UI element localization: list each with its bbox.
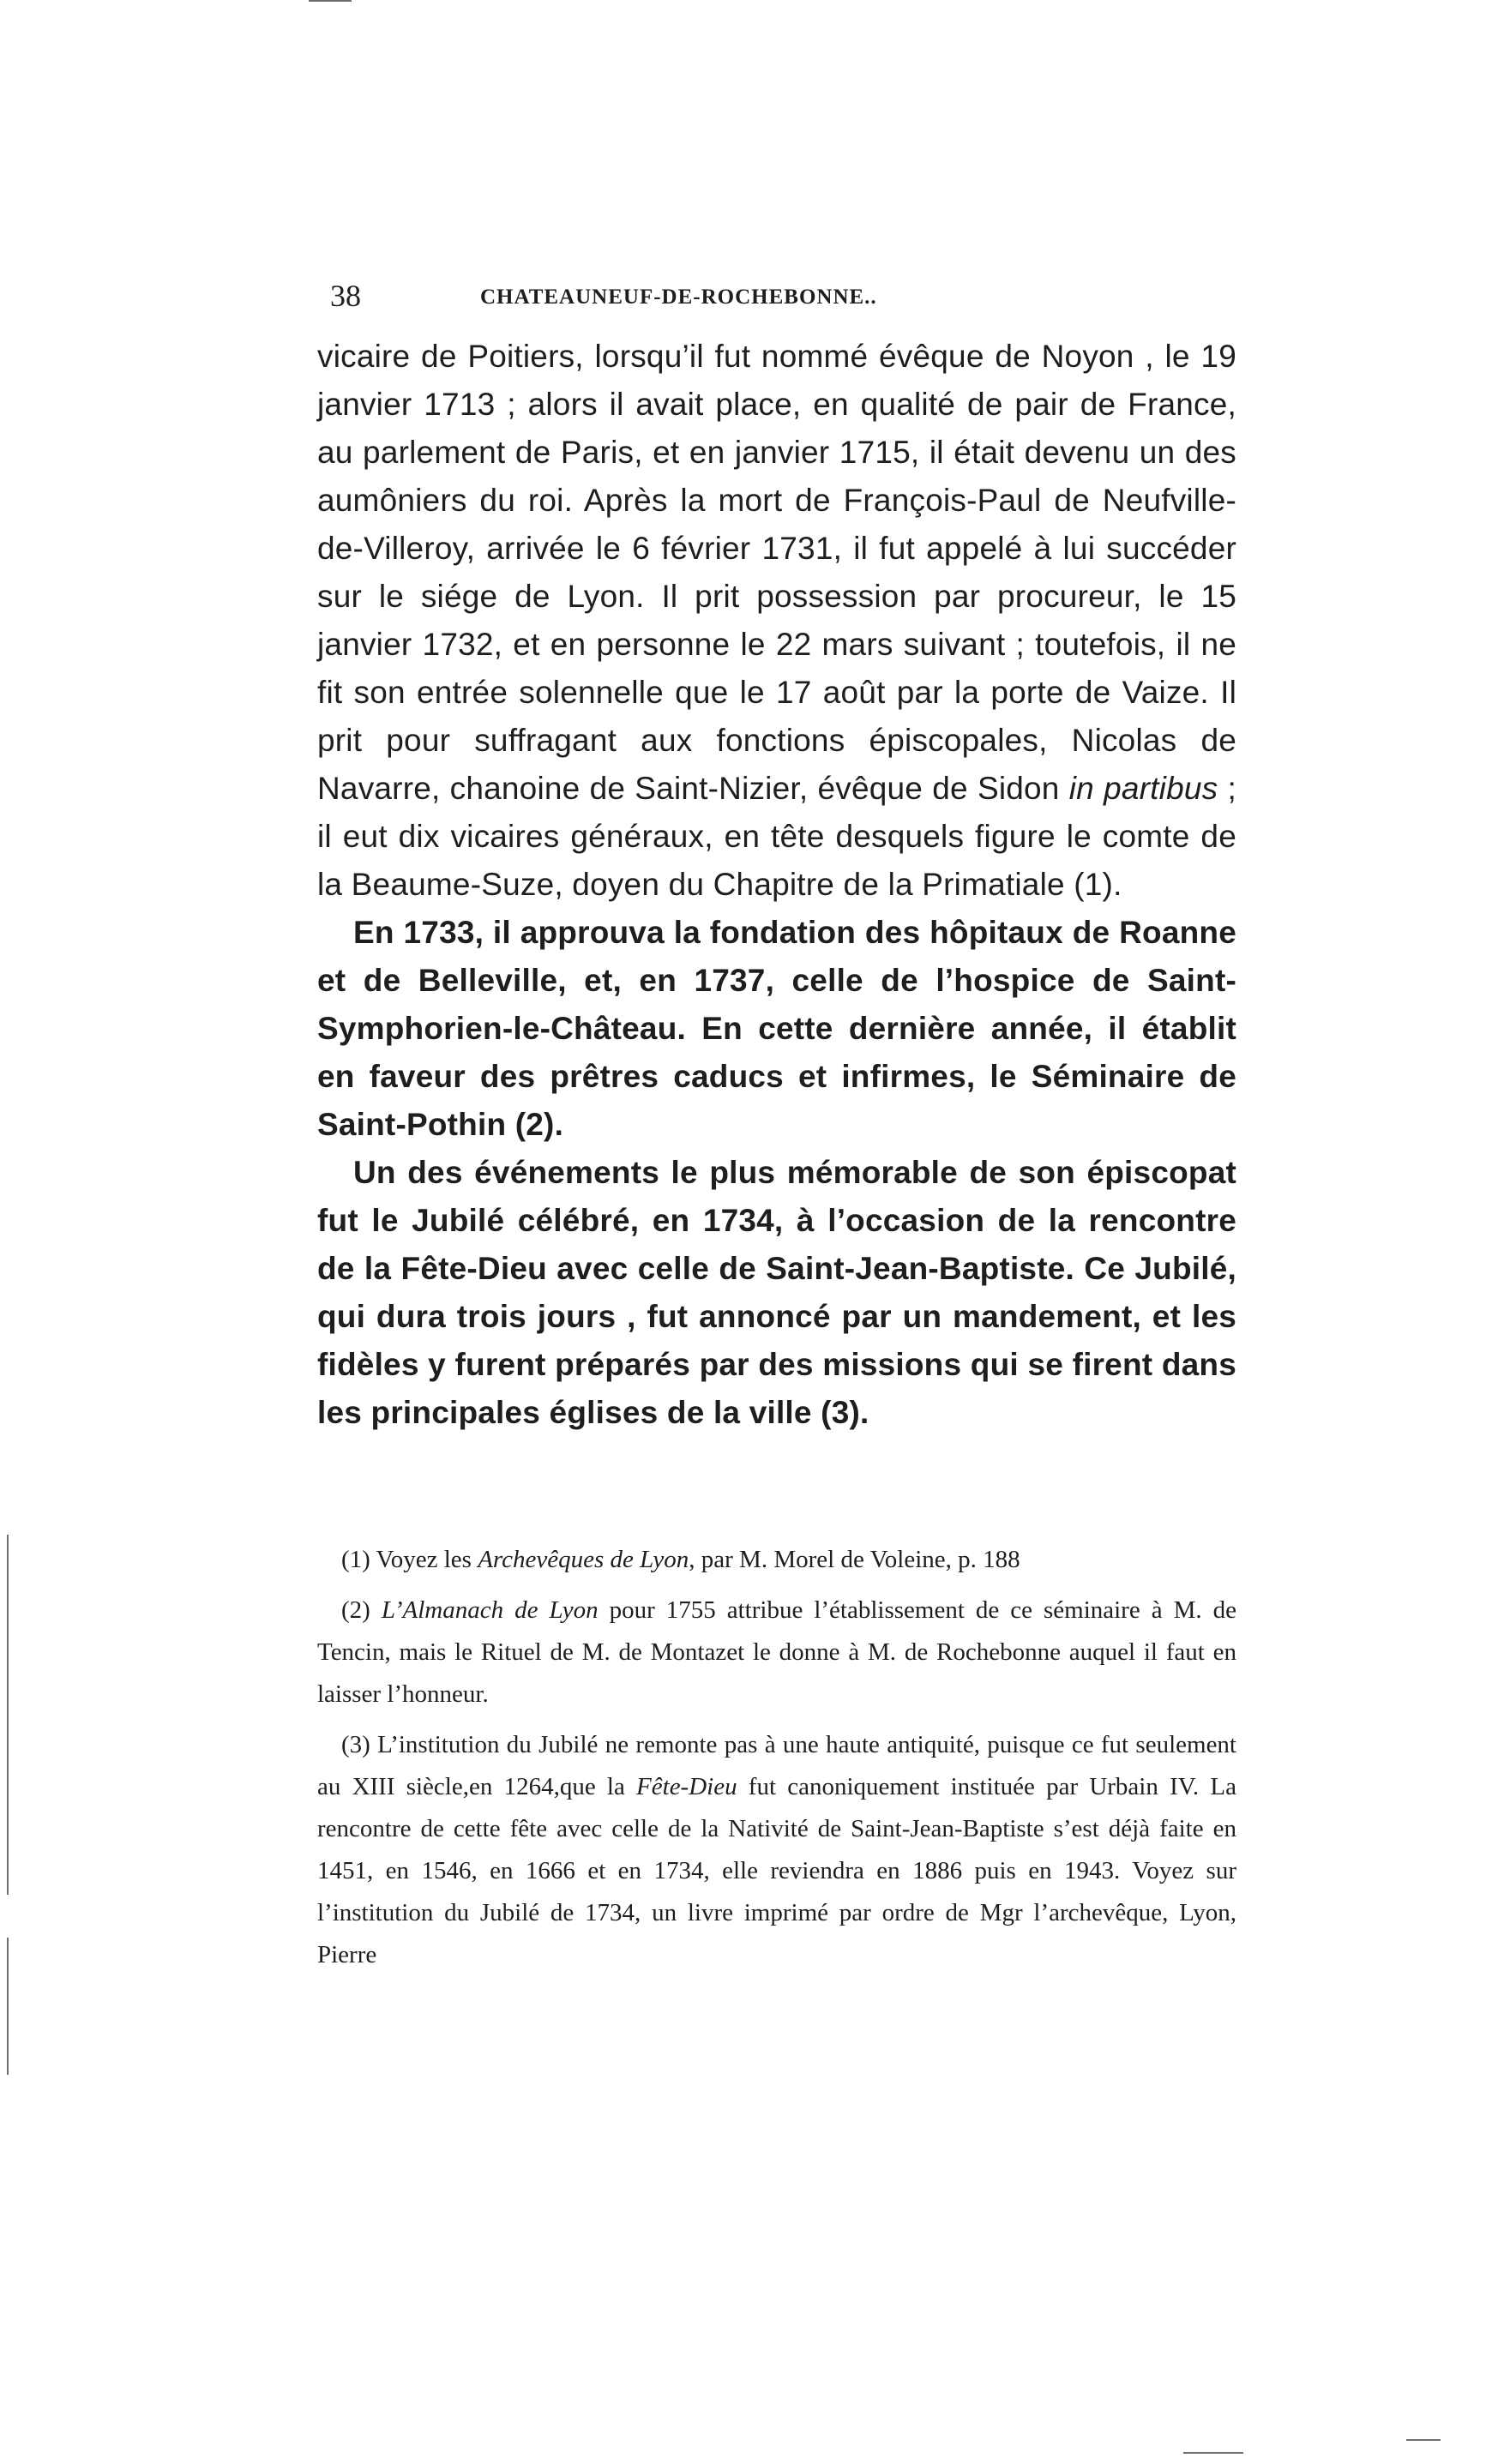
footnotes <box>317 1539 1236 1976</box>
paragraph-2: En 1733, il approuva la fondation des hôpitaux de Roanne et de Belleville, et, en 1737, celle de l’hospice de Saint-Symphorien-le-Château. En cette dernière année, il établit en faveur des prêtres caducs et infirmes, le Séminaire de Saint-Pothin (2). <box>317 915 1236 1142</box>
running-title: CHATEAUNEUF-DE-ROCHEBONNE.. <box>480 285 877 309</box>
paragraph-1-text-end: ; il eut dix vicaires généraux, en tête desquels figure le comte de la Beaume-Suze, doyen du Chapitre de la Primatiale (1). <box>317 771 1236 902</box>
paragraph-1 <box>317 333 1236 909</box>
scan-edge-mark <box>309 0 352 2</box>
footnote-2-italic: L’Almanach de Lyon <box>381 1596 599 1624</box>
paragraph-1-text: vicaire de Poitiers, lorsqu’il fut nommé évêque de Noyon , le 19 janvier 1713 ; alors il avait place, en qualité de pair de France, au parlement de Paris, et en janvier 1715, il était devenu un des aumôniers du roi. Après la mort de François-Paul de Neufville-de-Villeroy, arrivée le 6 février 1731, il fut appelé à lui succéder sur le siége de Lyon. Il prit possession par procureur, le 15 janvier 1732, et en personne le 22 mars suivant ; toutefois, il ne fit son entrée solennelle que le 17 août par la porte de Vaize. Il prit pour suffragant aux fonctions épiscopales, Nicolas de Navarre, chanoine de Saint-Nizier, évêque de Sidon <box>317 339 1236 806</box>
footnote-1-text: (1) Voyez les <box>341 1546 478 1573</box>
footnote-2 <box>317 1590 1236 1716</box>
footnote-1-italic: Archevêques de Lyon <box>478 1546 689 1573</box>
footnote-1-text-end: , par M. Morel de Voleine, p. 188 <box>689 1546 1020 1573</box>
scan-edge-mark <box>1183 2452 1243 2454</box>
scan-edge-mark <box>1406 2439 1441 2441</box>
main-text <box>317 333 1236 1437</box>
footnote-2-text: (2) <box>341 1596 382 1624</box>
scan-edge-mark <box>7 1938 9 2075</box>
scan-edge-mark <box>7 1535 9 1895</box>
footnote-3-text: (3) L’institution du Jubilé ne remonte pas à une haute antiquité, puisque ce fut seulement au XIII siècle,en 1264,que la <box>317 1731 1236 1800</box>
footnote-3-italic: Fête-Dieu <box>636 1773 737 1800</box>
footnote-3-text-end: fut canoniquement instituée par Urbain IV. La rencontre de cette fête avec celle de la Nativité de Saint-Jean-Baptiste s’est déjà faite en 1451, en 1546, en 1666 et en 1734, elle reviendra en 1886 puis en 1943. Voyez sur l’institution du Jubilé de 1734, un livre imprimé par ordre de Mgr l’archevêque, Lyon, Pierre <box>317 1773 1236 1968</box>
paragraph-1-italic: in partibus <box>1068 771 1218 806</box>
footnote-3 <box>317 1724 1236 1976</box>
paragraph-3: Un des événements le plus mémorable de son épiscopat fut le Jubilé célébré, en 1734, à l’occasion de la rencontre de la Fête-Dieu avec celle de Saint-Jean-Baptiste. Ce Jubilé, qui dura trois jours , fut annoncé par un mandement, et les fidèles y furent préparés par des missions qui se firent dans les principales églises de la ville (3). <box>317 1155 1236 1430</box>
footnote-1 <box>317 1539 1236 1581</box>
page-header <box>330 274 1230 317</box>
footnote-2-text-end: pour 1755 attribue l’établissement de ce séminaire à M. de Tencin, mais le Rituel de M. de Montazet le donne à M. de Rochebonne auquel il faut en laisser l’honneur. <box>317 1596 1236 1708</box>
page-number: 38 <box>330 279 361 313</box>
